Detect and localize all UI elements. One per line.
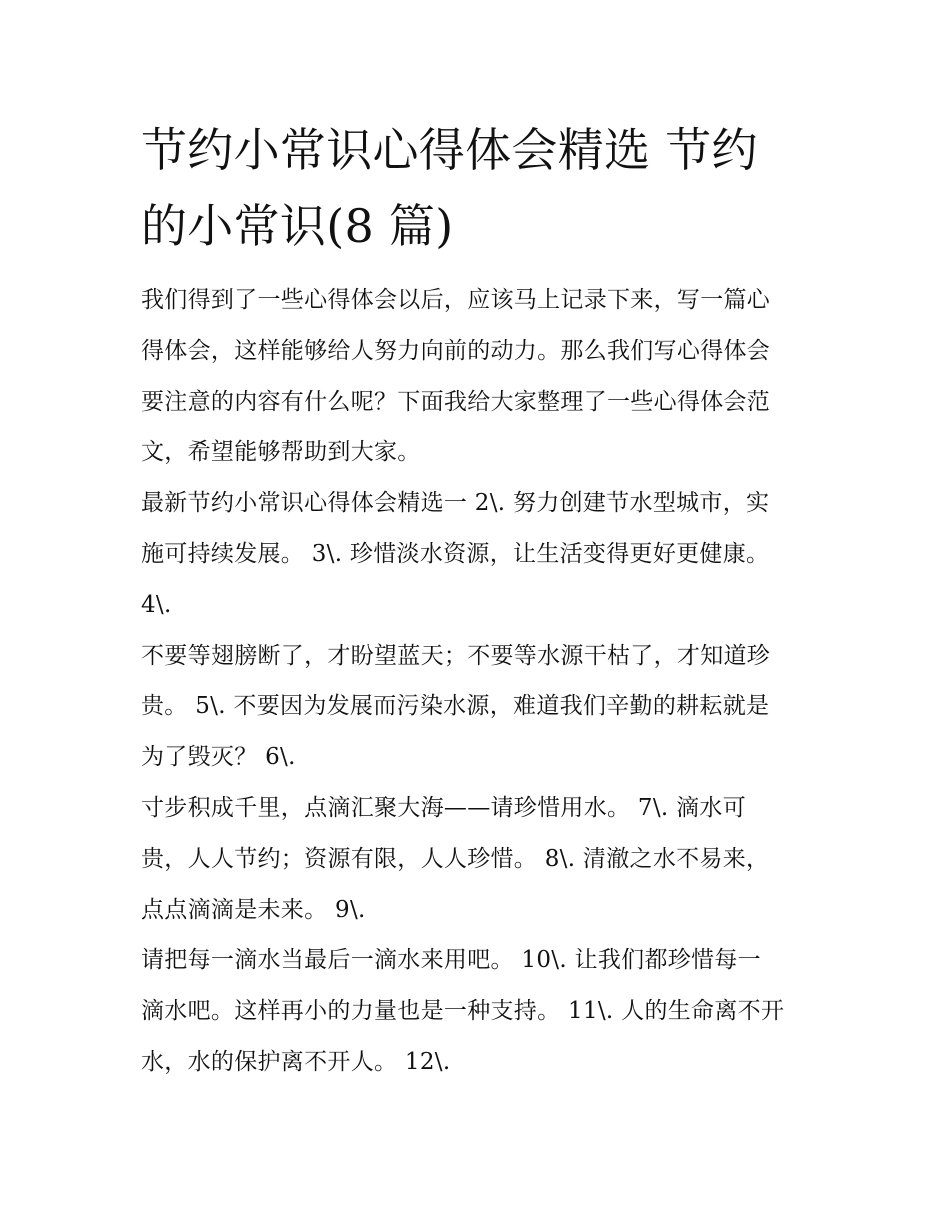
text-line: 施可持续发展。 3\. 珍惜淡水资源，让生活变得更好更健康。 <box>141 540 770 567</box>
body-paragraph <box>141 478 816 630</box>
text-line: 点点滴滴是未来。 9\. <box>141 896 366 923</box>
text-line: 我们得到了一些心得体会以后，应该马上记录下来，写一篇心 <box>141 287 771 313</box>
text-line: 4\. <box>141 591 172 618</box>
document-page <box>141 112 816 1088</box>
intro-paragraph <box>141 275 816 478</box>
text-line: 要注意的内容有什么呢？下面我给大家整理了一些心得体会范 <box>141 388 771 415</box>
text-line: 为了毁灭？ 6\. <box>141 744 296 771</box>
text-line: 滴水吧。这样再小的力量也是一种支持。 11\. 人的生命离不开 <box>141 998 785 1025</box>
text-line: 文，希望能够帮助到大家。 <box>141 439 421 466</box>
text-line: 贵，人人节约；资源有限，人人珍惜。 8\. 清澈之水不易来， <box>141 845 770 872</box>
text-line: 水，水的保护离不开人。 12\. <box>141 1048 451 1075</box>
title-line: 的小常识(8 篇) <box>141 199 454 253</box>
document-title <box>141 112 816 264</box>
text-line: 得体会，这样能够给人努力向前的动力。那么我们写心得体会 <box>141 337 771 364</box>
text-line: 最新节约小常识心得体会精选一 2\. 努力创建节水型城市，实 <box>141 490 770 517</box>
text-line: 贵。 5\. 不要因为发展而污染水源，难道我们辛勤的耕耘就是 <box>141 693 770 720</box>
document-body <box>141 275 816 1088</box>
text-line: 寸步积成千里，点滴汇聚大海——请珍惜用水。 7\. 滴水可 <box>141 794 747 821</box>
text-line: 不要等翅膀断了，才盼望蓝天；不要等水源干枯了，才知道珍 <box>141 642 771 669</box>
body-paragraph <box>141 631 816 783</box>
body-paragraph <box>141 935 816 1087</box>
title-line: 节约小常识心得体会精选 节约 <box>141 123 758 177</box>
body-paragraph <box>141 783 816 935</box>
text-line: 请把每一滴水当最后一滴水来用吧。 10\. 让我们都珍惜每一 <box>141 947 761 974</box>
